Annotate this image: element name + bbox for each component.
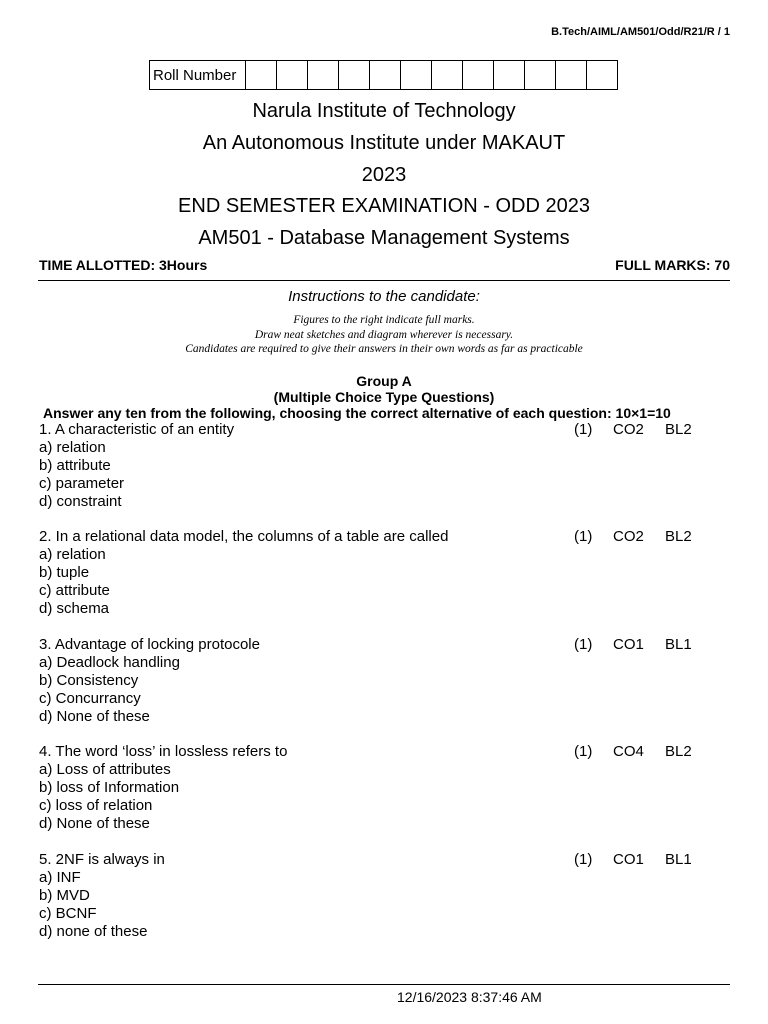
roll-number-table [149, 60, 618, 90]
option: c) loss of relation [39, 797, 153, 814]
institute-subtitle: An Autonomous Institute under MAKAUT [202, 132, 566, 154]
question-marks: (1) [574, 421, 593, 438]
exam-title: END SEMESTER EXAMINATION - ODD 2023 [178, 195, 590, 217]
question-4 [39, 743, 731, 833]
roll-number-box[interactable] [246, 61, 277, 90]
footer-timestamp: 12/16/2023 8:37:46 AM [397, 989, 542, 1005]
option: d) schema [39, 600, 110, 617]
roll-number-box[interactable] [463, 61, 494, 90]
roll-number-box[interactable] [339, 61, 370, 90]
question-marks: (1) [574, 636, 593, 653]
roll-number-box[interactable] [525, 61, 556, 90]
course-outcome: CO1 [613, 636, 644, 653]
paper-code: B.Tech/AIML/AM501/Odd/R21/R / 1 [551, 26, 730, 38]
course-title: AM501 - Database Management Systems [198, 227, 570, 249]
question-marks: (1) [574, 528, 593, 545]
roll-number-box[interactable] [432, 61, 463, 90]
option: d) None of these [39, 815, 150, 832]
exam-year: 2023 [361, 164, 407, 186]
roll-number-box[interactable] [556, 61, 587, 90]
instruction-line: Candidates are required to give their answers in their own words as far as practicable [185, 343, 583, 355]
question-1 [39, 421, 731, 511]
blooms-level: BL2 [665, 421, 692, 438]
question-stem: 3. Advantage of locking protocole [39, 636, 260, 653]
question-stem: 4. The word ‘loss’ in lossless refers to [39, 743, 288, 760]
question-marks: (1) [574, 743, 593, 760]
question-stem: 2. In a relational data model, the columns of a table are called [39, 528, 449, 545]
course-outcome: CO1 [613, 851, 644, 868]
header-divider [38, 280, 730, 281]
option: b) attribute [39, 457, 111, 474]
roll-number-box[interactable] [308, 61, 339, 90]
option: d) none of these [39, 923, 148, 940]
instructions-heading: Instructions to the candidate: [288, 288, 480, 305]
roll-number-box[interactable] [277, 61, 308, 90]
option: c) parameter [39, 475, 125, 492]
option: c) BCNF [39, 905, 97, 922]
time-allotted: TIME ALLOTTED: 3Hours [39, 257, 208, 273]
instruction-line: Draw neat sketches and diagram wherever is necessary. [254, 328, 514, 341]
course-outcome: CO2 [613, 528, 644, 545]
instructions-list [0, 313, 768, 357]
instruction-line: Figures to the right indicate full marks. [293, 314, 475, 326]
group-subtitle: (Multiple Choice Type Questions) [273, 389, 495, 405]
option: b) tuple [39, 564, 90, 581]
roll-number-box[interactable] [401, 61, 432, 90]
option: b) Consistency [39, 672, 139, 689]
blooms-level: BL2 [665, 743, 692, 760]
group-directive: Answer any ten from the following, choosing the correct alternative of each question: 10×1=10 [43, 405, 671, 421]
institute-name: Narula Institute of Technology [252, 100, 516, 122]
roll-number-box[interactable] [494, 61, 525, 90]
question-stem: 1. A characteristic of an entity [39, 421, 235, 438]
option: a) Loss of attributes [39, 761, 171, 778]
question-2 [39, 528, 731, 618]
question-3 [39, 636, 731, 726]
full-marks: FULL MARKS: 70 [615, 257, 730, 273]
option: b) loss of Information [39, 779, 180, 796]
question-marks: (1) [574, 851, 593, 868]
blooms-level: BL2 [665, 528, 692, 545]
roll-number-label: Roll Number [150, 61, 246, 90]
blooms-level: BL1 [665, 636, 692, 653]
footer-divider [38, 984, 730, 985]
option: d) None of these [39, 708, 150, 725]
roll-number-box[interactable] [587, 61, 618, 90]
question-5 [39, 851, 731, 941]
option: d) constraint [39, 493, 122, 510]
roll-number-box[interactable] [370, 61, 401, 90]
option: a) relation [39, 546, 106, 563]
option: a) INF [39, 869, 81, 886]
option: c) Concurrancy [39, 690, 141, 707]
course-outcome: CO4 [613, 743, 644, 760]
blooms-level: BL1 [665, 851, 692, 868]
option: b) MVD [39, 887, 90, 904]
question-stem: 5. 2NF is always in [39, 851, 165, 868]
option: a) Deadlock handling [39, 654, 180, 671]
option: a) relation [39, 439, 106, 456]
option: c) attribute [39, 582, 110, 599]
course-outcome: CO2 [613, 421, 644, 438]
group-title: Group A [356, 373, 412, 389]
